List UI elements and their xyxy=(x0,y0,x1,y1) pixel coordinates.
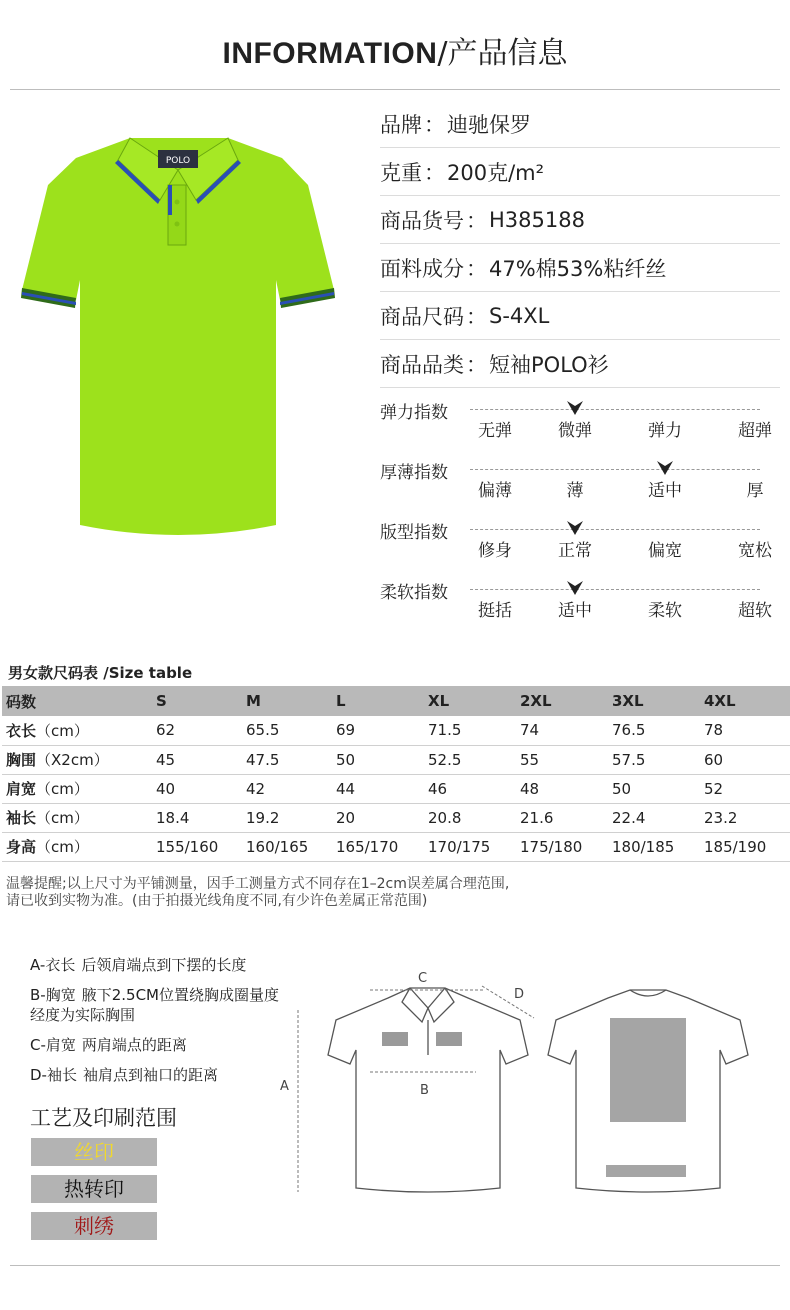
table-row xyxy=(2,716,790,745)
size-table-header-row xyxy=(2,686,790,716)
label-d: D xyxy=(514,987,525,1002)
table-cell: 62 xyxy=(152,716,242,745)
table-cell: 160/165 xyxy=(242,832,332,861)
info-row-sku: 商品货号 ： H385188 xyxy=(380,196,780,244)
row-label: 袖长（cm） xyxy=(2,803,152,832)
index-option: 宽松 xyxy=(738,541,772,561)
table-cell: 78 xyxy=(700,716,790,745)
info-row-size: 商品尺码 ： S-4XL xyxy=(380,292,780,340)
size-table-title: 男女款尺码表 /Size table xyxy=(8,664,193,682)
table-cell: 47.5 xyxy=(242,745,332,774)
index-track xyxy=(470,409,760,410)
table-cell: 40 xyxy=(152,774,242,803)
table-cell: 23.2 xyxy=(700,803,790,832)
table-cell: 170/175 xyxy=(424,832,516,861)
table-cell: 20 xyxy=(332,803,424,832)
table-cell: 46 xyxy=(424,774,516,803)
index-option: 偏薄 xyxy=(478,481,512,501)
table-cell: 44 xyxy=(332,774,424,803)
craft-heat-transfer xyxy=(31,1175,157,1203)
size-header-cell: 3XL xyxy=(608,686,700,716)
table-cell: 165/170 xyxy=(332,832,424,861)
table-cell: 57.5 xyxy=(608,745,700,774)
table-cell: 48 xyxy=(516,774,608,803)
polo-shirt-image xyxy=(18,130,338,550)
measurement-diagram xyxy=(270,960,790,1210)
table-cell: 74 xyxy=(516,716,608,745)
label-a: A xyxy=(280,1079,289,1094)
table-cell: 22.4 xyxy=(608,803,700,832)
table-cell: 60 xyxy=(700,745,790,774)
table-cell: 155/160 xyxy=(152,832,242,861)
size-header-cell: 码数 xyxy=(2,686,152,716)
craft-label: 热转印 xyxy=(64,1177,124,1201)
print-area-back-main xyxy=(610,1018,686,1122)
index-option: 正常 xyxy=(558,541,592,561)
index-option: 适中 xyxy=(648,481,682,501)
index-option: 超弹 xyxy=(738,421,772,441)
index-track xyxy=(470,469,760,470)
craft-label: 刺绣 xyxy=(74,1214,114,1238)
size-table xyxy=(2,686,790,862)
index-option: 修身 xyxy=(478,541,512,561)
index-option: 微弹 xyxy=(558,421,592,441)
index-option: 适中 xyxy=(558,601,592,621)
table-cell: 52.5 xyxy=(424,745,516,774)
size-header-cell: S xyxy=(152,686,242,716)
craft-title: 工艺及印刷范围 xyxy=(30,1106,177,1130)
table-row xyxy=(2,803,790,832)
definition-item: A-衣长 后领肩端点到下摆的长度 xyxy=(30,956,247,974)
table-cell: 21.6 xyxy=(516,803,608,832)
size-header-cell: L xyxy=(332,686,424,716)
table-row xyxy=(2,745,790,774)
page-title xyxy=(0,28,790,72)
row-label: 胸围（X2cm） xyxy=(2,745,152,774)
table-cell: 65.5 xyxy=(242,716,332,745)
print-area-back-bottom xyxy=(606,1165,686,1177)
definition-item: D-袖长 袖肩点到袖口的距离 xyxy=(30,1066,218,1084)
table-cell: 20.8 xyxy=(424,803,516,832)
craft-silkscreen xyxy=(31,1138,157,1166)
divider-top xyxy=(10,89,780,90)
size-header-cell: XL xyxy=(424,686,516,716)
size-header-cell: M xyxy=(242,686,332,716)
table-cell: 69 xyxy=(332,716,424,745)
table-row xyxy=(2,774,790,803)
table-cell: 71.5 xyxy=(424,716,516,745)
index-marker-icon xyxy=(656,460,674,476)
label-c: C xyxy=(418,971,428,986)
table-cell: 175/180 xyxy=(516,832,608,861)
size-header-cell: 4XL xyxy=(700,686,790,716)
index-scale xyxy=(380,518,780,578)
svg-text:POLO: POLO xyxy=(165,156,191,166)
index-option: 偏宽 xyxy=(648,541,682,561)
definition-item: B-胸宽 腋下2.5CM位置绕胸成圈量度经度为实际胸围 xyxy=(30,986,279,1024)
table-cell: 52 xyxy=(700,774,790,803)
index-option: 挺括 xyxy=(478,601,512,621)
index-label: 版型指数 xyxy=(380,523,448,543)
label-b: B xyxy=(420,1083,429,1098)
index-marker-icon xyxy=(566,400,584,416)
index-option: 弹力 xyxy=(648,421,682,441)
table-cell: 45 xyxy=(152,745,242,774)
table-cell: 185/190 xyxy=(700,832,790,861)
table-cell: 50 xyxy=(608,774,700,803)
info-row-fabric: 面料成分 ： 47%棉53%粘纤丝 xyxy=(380,244,780,292)
page-title-en: INFORMATION xyxy=(222,37,438,70)
print-area-front-left xyxy=(382,1032,408,1046)
index-option: 超软 xyxy=(738,601,772,621)
index-marker-icon xyxy=(566,520,584,536)
table-cell: 18.4 xyxy=(152,803,242,832)
index-option: 柔软 xyxy=(648,601,682,621)
index-label: 柔软指数 xyxy=(380,583,448,603)
table-cell: 19.2 xyxy=(242,803,332,832)
index-scale xyxy=(380,578,780,638)
info-row-brand: 品牌 ： 迪驰保罗 xyxy=(380,100,780,148)
index-option: 无弹 xyxy=(478,421,512,441)
table-cell: 180/185 xyxy=(608,832,700,861)
table-cell: 50 xyxy=(332,745,424,774)
page-title-zh: /产品信息 xyxy=(437,36,568,71)
index-label: 弹力指数 xyxy=(380,403,448,423)
index-scale xyxy=(380,458,780,518)
table-row xyxy=(2,832,790,861)
info-row-category: 商品品类 ： 短袖POLO衫 xyxy=(380,340,780,388)
craft-label: 丝印 xyxy=(74,1140,114,1164)
divider-bottom xyxy=(10,1265,780,1266)
size-header-cell: 2XL xyxy=(516,686,608,716)
index-track xyxy=(470,529,760,530)
product-info-list xyxy=(380,100,780,388)
table-cell: 55 xyxy=(516,745,608,774)
row-label: 身高（cm） xyxy=(2,832,152,861)
index-option: 薄 xyxy=(566,481,584,501)
table-cell: 76.5 xyxy=(608,716,700,745)
index-marker-icon xyxy=(566,580,584,596)
index-option: 厚 xyxy=(746,481,764,501)
index-label: 厚薄指数 xyxy=(380,463,448,483)
index-track xyxy=(470,589,760,590)
craft-embroidery xyxy=(31,1212,157,1240)
row-label: 肩宽（cm） xyxy=(2,774,152,803)
measurement-definitions xyxy=(30,955,290,1095)
row-label: 衣长（cm） xyxy=(2,716,152,745)
info-row-weight: 克重 ： 200克/m² xyxy=(380,148,780,196)
table-cell: 42 xyxy=(242,774,332,803)
measurement-note: 温馨提醒;以上尺寸为平铺测量，因手工测量方式不同存在1–2cm误差属合理范围, 请已收到实物为准。(由于拍摄光线角度不同,有少许色差属正常范围) xyxy=(6,876,510,909)
index-scale xyxy=(380,398,780,458)
print-area-front-right xyxy=(436,1032,462,1046)
definition-item: C-肩宽 两肩端点的距离 xyxy=(30,1036,187,1054)
